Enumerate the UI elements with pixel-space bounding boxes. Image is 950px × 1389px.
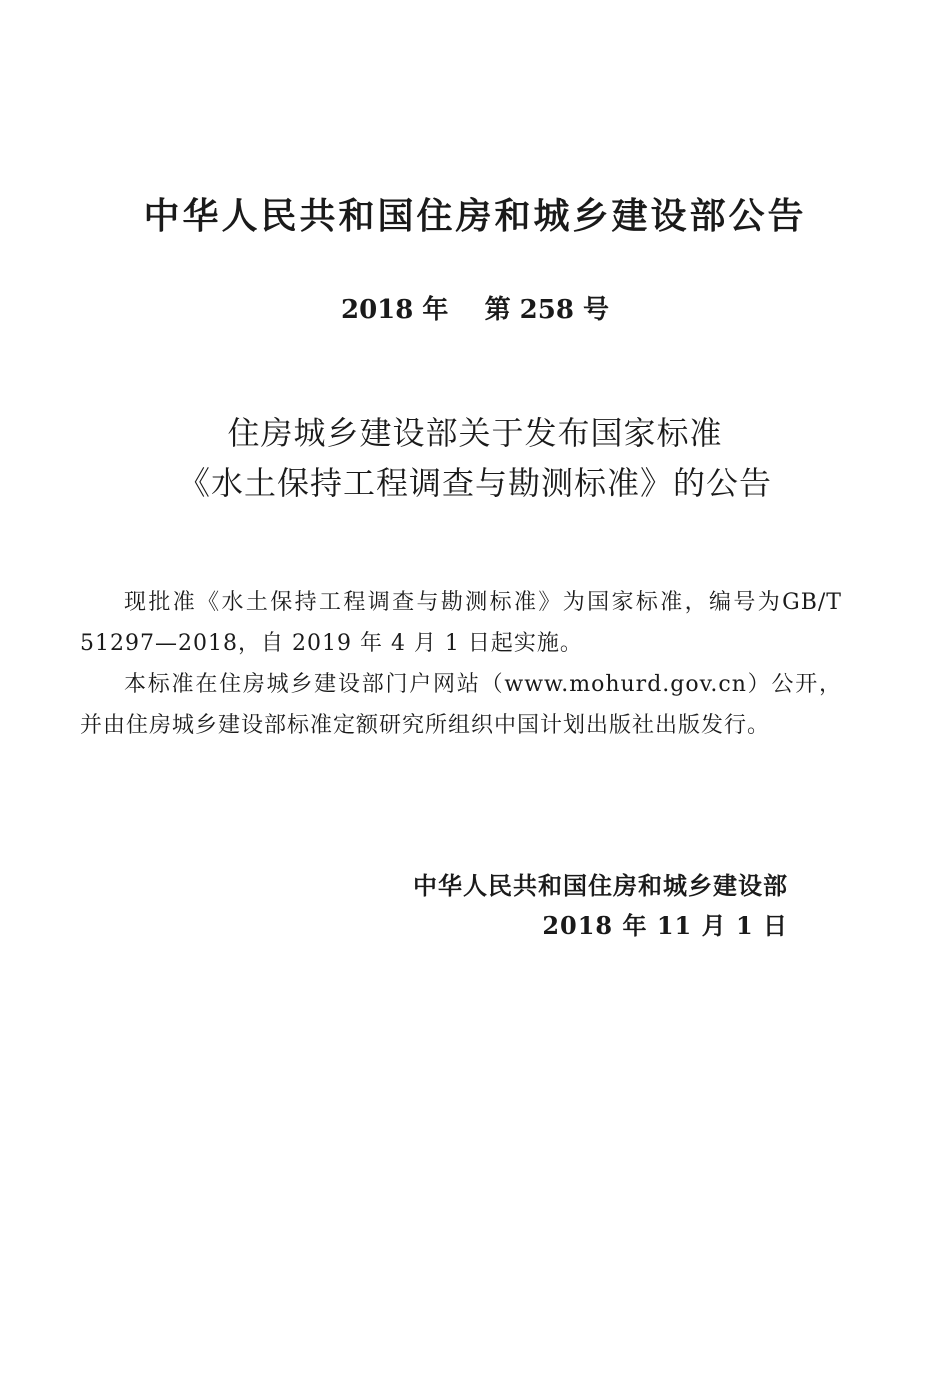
notice-title xyxy=(0,408,950,508)
main-title: 中华人民共和国住房和城乡建设部公告 xyxy=(143,196,807,237)
issue-date: 2018 年 11 月 1 日 xyxy=(542,911,788,940)
body-paragraph-publication: 本标准在住房城乡建设部门户网站（www.mohurd.gov.cn）公开，并由住房城乡建设部标准定额研究所组织中国计划出版社出版发行。 xyxy=(80,672,842,738)
issuer-name: 中华人民共和国住房和城乡建设部 xyxy=(413,872,788,900)
notice-title-line-1: 住房城乡建设部关于发布国家标准 xyxy=(227,414,723,452)
body-paragraph-approval: 现批准《水土保持工程调查与勘测标准》为国家标准，编号为GB/T 51297—2018，自 2019 年 4 月 1 日起实施。 xyxy=(80,590,842,656)
notice-title-line-2: 《水土保持工程调查与勘测标准》的公告 xyxy=(177,464,772,502)
notice-body xyxy=(80,582,842,746)
signature-block xyxy=(360,866,788,946)
issue-number: 2018 年 第 258 号 xyxy=(341,295,609,325)
